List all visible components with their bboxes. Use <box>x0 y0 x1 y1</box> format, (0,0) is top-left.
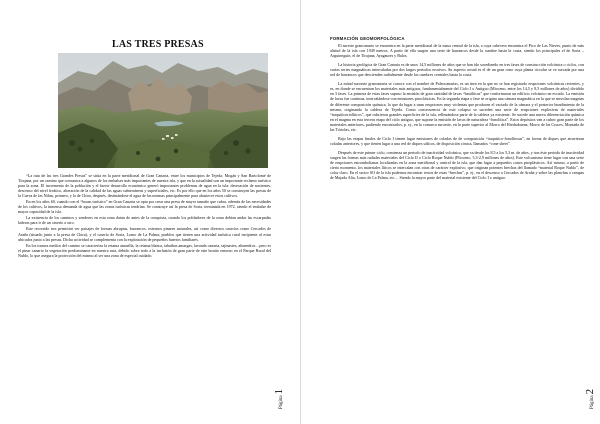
left-article-body <box>18 173 271 259</box>
page-number-2 <box>584 389 596 409</box>
landscape-photo <box>58 53 268 168</box>
section-heading: FORMACIÓN GEOMORFOLÓGICA <box>330 36 405 41</box>
page-label: Página <box>279 395 284 409</box>
page-number-value: 1 <box>273 388 285 395</box>
paragraph: En en los años 60, cuando con el “boom turístico” en Gran Canaria se opta por crear una presa de mayor tamaño que cubra, además de las necesidades de los cultivos, la inmensa demanda de agua que las zonas turísticas tendrían. Se construye así la presa de Soria, terminada en 1972, siendo el embalse de mayor capacidad de la isla. <box>18 199 271 215</box>
right-article-body <box>330 36 584 184</box>
paragraph: En los tramos medios del camino se caracteriza la retama amarilla, la retama blanca, tabaibas amargas, lavanda canaria, tajinastes, almendros…pero es el pinar canario la vegetación predominante en nuestra ruta, debido sobre todo a la inclusión de gran parte de este bonito entorno en el Parque Rural del Nublo, lo que asegura la protección del mismo al ser una zona de especial cuidado. <box>18 242 271 258</box>
paragraph: La historia geológica de Gran Canaria es de unos 14,5 millones de años que se han ido sucediendo en tres fases de construcción volcánica o ciclos, con varias series magmáticas intercaladas por dos largos periodos erosivos. Su aspecto actual es el de un gran cono cuya planta circular se ve surcada por una red de barrancos que descienden radialmente desde las cumbres centrales hasta la costa. <box>330 62 584 78</box>
paragraph: Después de este primer ciclo, comienza un periodo de inactividad volcánica, que va desde los 8,5 a los 5,3 m. de años, y tras éste periodo de inactividad surgen las formas más radiales materiales del Ciclo II o Ciclo Roque Nublo (Plioceno, 5,3-2,9 millones de años). Este volcanismo tiene lugar con una serie de erupciones estrombolianas localizadas en la zona meridional y central de la isla, que dan lugar a pequeños conos piroplásticos. Así mismo, a partir de cierto momento, los materiales líticos se intercalan con otras de carácter explosivo, que originan potentes brechas del llamado “material Roque Nublo”, de color claro. En el sector SO de la isla podemos encontrar restos de estas “brechas”, p. ej., en el descenso a Cercados de Araña y sobre las planchas o rampas de Majada Alta, Lomo de La Palma, etc… Siendo la mayor parte del material existente del Ciclo I o antiguo. <box>330 149 584 181</box>
paragraph: El sureste grancanario se encuentra en la parte meridional de la masa central de la isla, a cuya cabecera encuentra el Pico de Las Nieves, punto de más altitud de la isla con 1949 metros. A partir de ella surgen una serie de barrancos desde la cumbre hasta la costa, siendo los principales el de Soria –Arguineguín, el de Tirajana, Ayagaures y Balos. <box>330 43 584 59</box>
page-number-value: 2 <box>584 388 596 395</box>
paragraph: “La ruta de las tres Grandes Presas” se sitúa en la parte meridional de Gran Canaria, entre los municipios de Tejeda, Mogán y San Bartolomé de Tirajana, por un camino que comunica a algunos de los embalses más importantes de nuestra isla, y que en la actualidad son un importante reclamo turístico para la zona. El incremento de la población y el fuerte desarrollo económico generó importantes problemas de agua en la isla: desecación de nacientes, descenso del nivel freático, alteración de la calidad de las aguas subterráneas y superficiales, etc. Es por ello que en los años 50 se construyen las presas de la Cueva de las Niñas, primero, y la de Chira, después, destinándose el agua de las mismas principalmente para abastecer estos cultivos. <box>18 173 271 199</box>
paragraph: La existencia de los caminos y senderos en esta zona datan de antes de la conquista, cuando los pobladores de la zona debían andar las escarpadas laderas para ir de un caserío a otro. <box>18 215 271 226</box>
paragraph: Este recorrido nos permitirá ver paisajes de formas abruptas, barrancos, extensos pinares naturales, así como diversos caseríos como Cercados de Araña (situado junto a la presa de Chira), y el caserío de Soria, Lomo de La Palma; pueblos que tienen una actividad turística rural incipiente al estar ubicados junto a las presas. Dicha actividad se complementa con la explotación de pequeños huertos familiares. <box>18 226 271 242</box>
paragraph: La mitad suroeste grancanaria se conoce con el nombre de Paleocanarias, es un área en la que no se han registrado erupciones volcánicas recientes, y es, en donde se encuentran los materiales más antiguos, fundamentalmente del Ciclo I o Antiguo (Mioceno, entre los 14,5 y 8,5 millones de años) dividido en 3 fases. La primera de estas fases supuso la emisión de gran cantidad de lavas “basálticas” que conformaron un edificio volcánico en escudo. La emisión de lavas fue continua, intercalándose con emisiones piroclásticas. En la segunda etapa o fase se origina una cámara magmática en la que se mezclan magmas de diferente composición química, lo que da lugar a unas erupciones muy violentas que producen el vaciado de la cámara y el posterior hundimiento de la misma, originando la caldera de Tejeda. Como consecuencia de este colapso se suceden una serie de erupciones explosivas de materiales “traquiticoriolíticos”, que cubrieron grandes superficies de la isla, rellenándose parte de la caldera ya existente. Se sucede una nueva diferenciación química en el magma en esta tercera etapa del ciclo antiguo, que supone la emisión de lavas de naturaleza “fonolítica”. Estos depósitos van a cubrir gran parte de los materiales anteriores, pudiendo encontrarlos, p. ej., en la comarca suroeste, en la parte superior al Morro del Hierbabuena, Morro de las Cruces, Montaña de las Tórtolas, etc. <box>330 81 584 132</box>
page-title: LAS TRES PRESAS <box>112 39 204 50</box>
page-number-1 <box>273 389 285 409</box>
landscape-image <box>58 53 268 168</box>
page-label: Página <box>590 395 595 409</box>
paragraph: Bajo las etapas finales de Ciclo I tienen lugar emisiones de coladas de de composición “traquitico-fonolítosas”, en forma de diques que atraviesan coladas anteriores, y que tienen lugar a una red de diques sálicos, de disposición cónica, llamados “cone sheet”. <box>330 135 584 146</box>
